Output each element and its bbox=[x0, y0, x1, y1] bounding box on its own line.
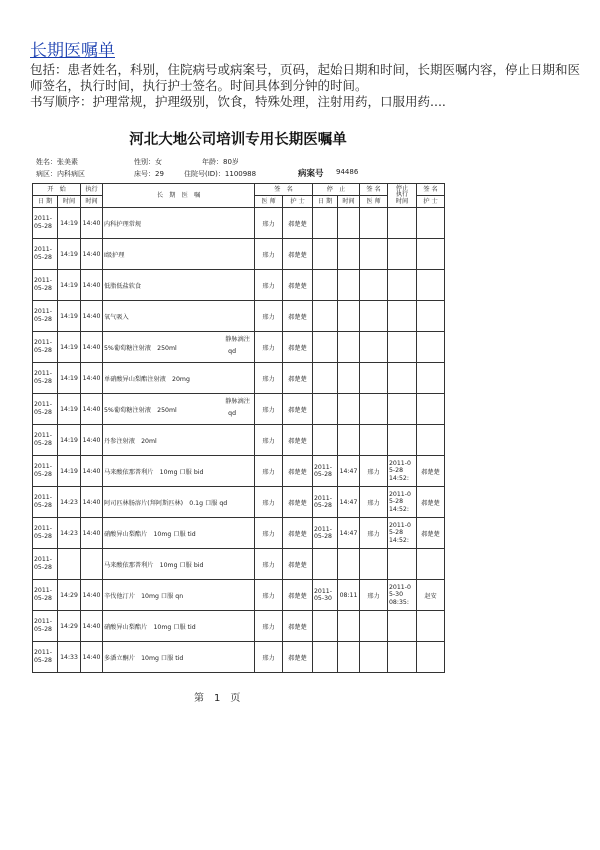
order-route: 静脉滴注 bbox=[225, 336, 250, 343]
patient-gender: 性别：女 bbox=[134, 158, 162, 166]
order-time: 14:19 bbox=[58, 208, 81, 239]
order-stop-date bbox=[313, 208, 338, 239]
order-stop-date bbox=[313, 549, 338, 580]
order-stop-doctor-sign bbox=[360, 549, 388, 580]
order-stop-doctor-sign bbox=[360, 394, 388, 425]
order-doctor-sign: 邢力 bbox=[255, 456, 283, 487]
order-stop-time bbox=[338, 363, 360, 394]
order-stop-nurse-sign: 郝楚楚 bbox=[417, 456, 445, 487]
header-stop-time: 时间 bbox=[338, 196, 360, 208]
order-content-text: 内科护理常规 bbox=[104, 220, 142, 228]
order-doctor-sign: 邢力 bbox=[255, 580, 283, 611]
order-content-text: 辛伐他汀片 10mg 口服 qn bbox=[104, 592, 184, 600]
order-stop-nurse-sign bbox=[417, 363, 445, 394]
order-stop-time bbox=[338, 270, 360, 301]
order-date: 2011- 05-28 bbox=[33, 611, 58, 642]
order-content bbox=[103, 394, 255, 425]
order-stop-nurse-sign bbox=[417, 611, 445, 642]
header-time2: 时间 bbox=[81, 196, 103, 208]
order-time: 14:19 bbox=[58, 239, 81, 270]
order-doctor-sign: 邢力 bbox=[255, 301, 283, 332]
order-row bbox=[33, 239, 445, 270]
order-stop-time: 14:47 bbox=[338, 487, 360, 518]
order-nurse-sign: 郝楚楚 bbox=[283, 208, 313, 239]
order-exec-time: 14:40 bbox=[81, 611, 103, 642]
order-nurse-sign: 郝楚楚 bbox=[283, 549, 313, 580]
header-stop-sign: 签 名 bbox=[360, 184, 388, 196]
page-number: 第 1 页 bbox=[194, 693, 241, 704]
orders-table bbox=[32, 183, 445, 673]
order-stop-date: 2011- 05-30 bbox=[313, 580, 338, 611]
order-row bbox=[33, 518, 445, 549]
order-nurse-sign: 郝楚楚 bbox=[283, 239, 313, 270]
order-stop-doctor-sign: 邢力 bbox=[360, 487, 388, 518]
header-stop-date: 日 期 bbox=[313, 196, 338, 208]
page-heading[interactable]: 长期医嘱单 bbox=[30, 41, 115, 61]
order-date: 2011- 05-28 bbox=[33, 580, 58, 611]
order-exec-time: 14:40 bbox=[81, 425, 103, 456]
order-doctor-sign: 邢力 bbox=[255, 208, 283, 239]
patient-info bbox=[32, 157, 444, 183]
order-doctor-sign: 邢力 bbox=[255, 518, 283, 549]
order-row bbox=[33, 549, 445, 580]
order-content-text: 硝酸异山梨酯片 10mg 口服 tid bbox=[104, 623, 196, 631]
order-date: 2011- 05-28 bbox=[33, 301, 58, 332]
header-stop: 停 止 bbox=[313, 184, 360, 196]
intro-text bbox=[30, 62, 585, 110]
order-content bbox=[103, 487, 255, 518]
order-content-text: 马来酸依那普利片 10mg 口服 bid bbox=[104, 468, 204, 476]
order-doctor-sign: 邢力 bbox=[255, 394, 283, 425]
order-doctor-sign: 邢力 bbox=[255, 332, 283, 363]
order-stop-exec-time: 2011-0 5-28 14:52: bbox=[388, 456, 417, 487]
order-stop-doctor-sign bbox=[360, 642, 388, 673]
order-stop-date bbox=[313, 239, 338, 270]
order-row bbox=[33, 456, 445, 487]
order-time: 14:19 bbox=[58, 394, 81, 425]
header-exec: 执行 bbox=[81, 184, 103, 196]
order-stop-exec-time bbox=[388, 394, 417, 425]
order-content bbox=[103, 456, 255, 487]
order-row bbox=[33, 363, 445, 394]
header-time: 时间 bbox=[58, 196, 81, 208]
order-stop-nurse-sign: 赵安 bbox=[417, 580, 445, 611]
order-frequency: qd bbox=[228, 410, 236, 417]
order-stop-nurse-sign bbox=[417, 332, 445, 363]
order-content bbox=[103, 580, 255, 611]
order-stop-doctor-sign: 邢力 bbox=[360, 580, 388, 611]
order-stop-doctor-sign bbox=[360, 270, 388, 301]
order-stop-nurse-sign bbox=[417, 270, 445, 301]
order-date: 2011- 05-28 bbox=[33, 332, 58, 363]
order-exec-time: 14:40 bbox=[81, 642, 103, 673]
order-time bbox=[58, 549, 81, 580]
order-content-text: 丹参注射液 20ml bbox=[104, 437, 157, 445]
order-stop-doctor-sign: 邢力 bbox=[360, 518, 388, 549]
order-content-text: 单硝酸异山梨酯注射液 20mg bbox=[104, 375, 190, 383]
order-nurse-sign: 郝楚楚 bbox=[283, 394, 313, 425]
order-doctor-sign: 邢力 bbox=[255, 549, 283, 580]
order-row bbox=[33, 487, 445, 518]
header-nurse2: 护 士 bbox=[417, 196, 445, 208]
order-content-text: 阿司匹林肠溶片(拜阿斯匹林) 0.1g 口服 qd bbox=[104, 499, 228, 507]
order-nurse-sign: 郝楚楚 bbox=[283, 301, 313, 332]
order-row bbox=[33, 394, 445, 425]
order-time: 14:19 bbox=[58, 425, 81, 456]
order-stop-doctor-sign bbox=[360, 425, 388, 456]
order-stop-time: 08:11 bbox=[338, 580, 360, 611]
order-stop-exec-time bbox=[388, 301, 417, 332]
header-sign: 签 名 bbox=[255, 184, 313, 196]
order-doctor-sign: 邢力 bbox=[255, 425, 283, 456]
order-content bbox=[103, 518, 255, 549]
order-content bbox=[103, 332, 255, 363]
order-nurse-sign: 郝楚楚 bbox=[283, 270, 313, 301]
order-exec-time: 14:40 bbox=[81, 394, 103, 425]
order-row bbox=[33, 642, 445, 673]
order-date: 2011- 05-28 bbox=[33, 363, 58, 394]
order-exec-time bbox=[81, 549, 103, 580]
order-stop-doctor-sign bbox=[360, 301, 388, 332]
order-content-text: 5%葡萄糖注射液 250ml bbox=[104, 406, 177, 414]
order-doctor-sign: 邢力 bbox=[255, 642, 283, 673]
order-exec-time: 14:40 bbox=[81, 270, 103, 301]
order-nurse-sign: 郝楚楚 bbox=[283, 363, 313, 394]
order-exec-time: 14:40 bbox=[81, 332, 103, 363]
order-content bbox=[103, 270, 255, 301]
order-date: 2011- 05-28 bbox=[33, 549, 58, 580]
order-doctor-sign: 邢力 bbox=[255, 611, 283, 642]
order-frequency: qd bbox=[228, 348, 236, 355]
case-no: 94486 bbox=[336, 168, 359, 176]
order-stop-nurse-sign: 郝楚楚 bbox=[417, 487, 445, 518]
order-stop-exec-time bbox=[388, 239, 417, 270]
header-start: 开 始 bbox=[33, 184, 81, 196]
order-nurse-sign: 郝楚楚 bbox=[283, 611, 313, 642]
order-stop-exec-time bbox=[388, 363, 417, 394]
order-sheet bbox=[32, 128, 444, 673]
order-stop-date: 2011- 05-28 bbox=[313, 456, 338, 487]
order-row bbox=[33, 611, 445, 642]
order-date: 2011- 05-28 bbox=[33, 425, 58, 456]
order-exec-time: 14:40 bbox=[81, 487, 103, 518]
order-content bbox=[103, 549, 255, 580]
patient-inpatient-no: 住院号(ID)：1100988 bbox=[184, 170, 257, 178]
patient-age: 年龄：80岁 bbox=[202, 158, 239, 166]
order-stop-exec-time bbox=[388, 208, 417, 239]
order-content bbox=[103, 425, 255, 456]
order-exec-time: 14:40 bbox=[81, 456, 103, 487]
order-exec-time: 14:40 bbox=[81, 518, 103, 549]
order-stop-date bbox=[313, 425, 338, 456]
header-date: 日 期 bbox=[33, 196, 58, 208]
order-nurse-sign: 郝楚楚 bbox=[283, 332, 313, 363]
header-stop-doctor: 医 师 bbox=[360, 196, 388, 208]
order-content bbox=[103, 239, 255, 270]
order-nurse-sign: 郝楚楚 bbox=[283, 642, 313, 673]
order-doctor-sign: 邢力 bbox=[255, 239, 283, 270]
order-time: 14:19 bbox=[58, 301, 81, 332]
order-date: 2011- 05-28 bbox=[33, 487, 58, 518]
order-date: 2011- 05-28 bbox=[33, 642, 58, 673]
order-stop-time: 14:47 bbox=[338, 456, 360, 487]
order-stop-nurse-sign bbox=[417, 394, 445, 425]
order-stop-exec-time: 2011-0 5-28 14:52: bbox=[388, 518, 417, 549]
order-date: 2011- 05-28 bbox=[33, 239, 58, 270]
order-stop-time bbox=[338, 394, 360, 425]
order-stop-exec-time: 2011-0 5-28 14:52: bbox=[388, 487, 417, 518]
order-stop-time bbox=[338, 425, 360, 456]
order-nurse-sign: 郝楚楚 bbox=[283, 456, 313, 487]
order-stop-doctor-sign bbox=[360, 363, 388, 394]
order-content bbox=[103, 642, 255, 673]
header-stop-exec: 停止 执行 时间 bbox=[388, 184, 417, 208]
order-stop-exec-time bbox=[388, 425, 417, 456]
order-time: 14:19 bbox=[58, 456, 81, 487]
order-stop-exec-time bbox=[388, 549, 417, 580]
order-time: 14:19 bbox=[58, 332, 81, 363]
order-time: 14:23 bbox=[58, 518, 81, 549]
intro-line-2: 书写顺序：护理常规，护理级别，饮食，特殊处理，注射用药，口服用药.... bbox=[30, 94, 446, 109]
order-exec-time: 14:40 bbox=[81, 239, 103, 270]
order-route: 静脉滴注 bbox=[225, 398, 250, 405]
order-stop-nurse-sign bbox=[417, 425, 445, 456]
order-stop-exec-time bbox=[388, 642, 417, 673]
order-stop-time: 14:47 bbox=[338, 518, 360, 549]
order-stop-nurse-sign bbox=[417, 642, 445, 673]
header-sign2: 签 名 bbox=[417, 184, 445, 196]
order-stop-date: 2011- 05-28 bbox=[313, 518, 338, 549]
order-date: 2011- 05-28 bbox=[33, 518, 58, 549]
order-stop-date bbox=[313, 394, 338, 425]
order-stop-doctor-sign bbox=[360, 332, 388, 363]
order-stop-time bbox=[338, 239, 360, 270]
order-nurse-sign: 郝楚楚 bbox=[283, 518, 313, 549]
order-time: 14:23 bbox=[58, 487, 81, 518]
order-stop-nurse-sign bbox=[417, 208, 445, 239]
order-date: 2011- 05-28 bbox=[33, 394, 58, 425]
patient-ward: 病区：内科病区 bbox=[36, 170, 85, 178]
order-exec-time: 14:40 bbox=[81, 208, 103, 239]
header-doctor: 医 师 bbox=[255, 196, 283, 208]
order-stop-nurse-sign bbox=[417, 239, 445, 270]
order-content-text: 马来酸依那普利片 10mg 口服 bid bbox=[104, 561, 204, 569]
order-stop-time bbox=[338, 611, 360, 642]
order-nurse-sign: 郝楚楚 bbox=[283, 425, 313, 456]
order-date: 2011- 05-28 bbox=[33, 456, 58, 487]
order-stop-time bbox=[338, 549, 360, 580]
order-content-text: Ⅰ级护理 bbox=[104, 251, 125, 259]
intro-line-1: 包括：患者姓名，科别，住院病号或病案号，页码，起始日期和时间，长期医嘱内容，停止日期和医师签名，执行时间，执行护士签名。时间具体到分钟的时间。 bbox=[30, 62, 581, 93]
order-stop-doctor-sign bbox=[360, 239, 388, 270]
order-time: 14:19 bbox=[58, 270, 81, 301]
order-stop-nurse-sign bbox=[417, 301, 445, 332]
order-stop-time bbox=[338, 208, 360, 239]
order-content-text: 多潘立酮片 10mg 口服 tid bbox=[104, 654, 184, 662]
order-stop-date bbox=[313, 301, 338, 332]
order-time: 14:33 bbox=[58, 642, 81, 673]
order-content bbox=[103, 208, 255, 239]
patient-bed: 床号：29 bbox=[134, 170, 164, 178]
order-nurse-sign: 郝楚楚 bbox=[283, 487, 313, 518]
order-date: 2011- 05-28 bbox=[33, 270, 58, 301]
order-stop-time bbox=[338, 642, 360, 673]
order-stop-time bbox=[338, 301, 360, 332]
order-stop-nurse-sign bbox=[417, 549, 445, 580]
order-row bbox=[33, 270, 445, 301]
order-content-text: 氧气吸入 bbox=[104, 313, 129, 321]
order-stop-date bbox=[313, 332, 338, 363]
order-stop-date bbox=[313, 611, 338, 642]
header-nurse: 护 士 bbox=[283, 196, 313, 208]
order-exec-time: 14:40 bbox=[81, 301, 103, 332]
order-doctor-sign: 邢力 bbox=[255, 487, 283, 518]
order-time: 14:19 bbox=[58, 363, 81, 394]
order-content-text: 5%葡萄糖注射液 250ml bbox=[104, 344, 177, 352]
order-content bbox=[103, 301, 255, 332]
order-row bbox=[33, 580, 445, 611]
order-stop-exec-time: 2011-0 5-30 08:35: bbox=[388, 580, 417, 611]
order-time: 14:29 bbox=[58, 580, 81, 611]
order-doctor-sign: 邢力 bbox=[255, 363, 283, 394]
order-content-text: 硝酸异山梨酯片 10mg 口服 tid bbox=[104, 530, 196, 538]
order-nurse-sign: 郝楚楚 bbox=[283, 580, 313, 611]
order-row bbox=[33, 332, 445, 363]
order-content bbox=[103, 363, 255, 394]
order-doctor-sign: 邢力 bbox=[255, 270, 283, 301]
order-stop-date bbox=[313, 270, 338, 301]
order-row bbox=[33, 301, 445, 332]
order-content-text: 低脂低盐软食 bbox=[104, 282, 142, 290]
order-stop-exec-time bbox=[388, 611, 417, 642]
order-row bbox=[33, 208, 445, 239]
order-exec-time: 14:40 bbox=[81, 580, 103, 611]
order-row bbox=[33, 425, 445, 456]
order-time: 14:29 bbox=[58, 611, 81, 642]
order-stop-exec-time bbox=[388, 332, 417, 363]
order-stop-doctor-sign: 邢力 bbox=[360, 456, 388, 487]
case-no-label: 病案号 bbox=[298, 169, 324, 179]
order-stop-doctor-sign bbox=[360, 208, 388, 239]
order-stop-nurse-sign: 郝楚楚 bbox=[417, 518, 445, 549]
order-content bbox=[103, 611, 255, 642]
order-date: 2011- 05-28 bbox=[33, 208, 58, 239]
patient-name: 姓名：张美素 bbox=[36, 158, 78, 166]
order-stop-doctor-sign bbox=[360, 611, 388, 642]
sheet-title: 河北大地公司培训专用长期医嘱单 bbox=[129, 132, 347, 148]
order-stop-date bbox=[313, 363, 338, 394]
order-stop-exec-time bbox=[388, 270, 417, 301]
order-exec-time: 14:40 bbox=[81, 363, 103, 394]
order-stop-time bbox=[338, 332, 360, 363]
order-stop-date: 2011- 05-28 bbox=[313, 487, 338, 518]
header-content: 长 期 医 嘱 bbox=[103, 184, 255, 208]
order-stop-date bbox=[313, 642, 338, 673]
